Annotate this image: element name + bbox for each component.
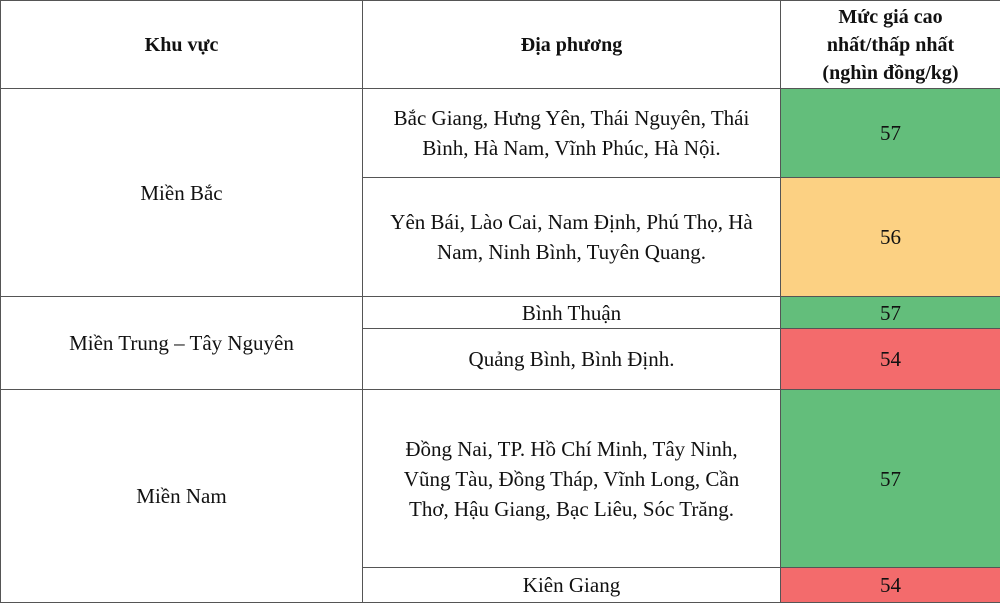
table-row	[1, 89, 1000, 178]
locations-cell	[363, 390, 781, 568]
price-cell: 57	[781, 89, 1000, 178]
price-cell: 54	[781, 329, 1000, 390]
locations-line: Đồng Nai, TP. Hồ Chí Minh, Tây Ninh,	[373, 434, 770, 464]
locations-cell: Kiên Giang	[363, 568, 781, 603]
locations-line: Yên Bái, Lào Cai, Nam Định, Phú Thọ, Hà	[373, 207, 770, 237]
locations-line: Thơ, Hậu Giang, Bạc Liêu, Sóc Trăng.	[373, 494, 770, 524]
header-locations: Địa phương	[363, 1, 781, 89]
table-row	[1, 297, 1000, 329]
header-price-line-2: nhất/thấp nhất	[791, 31, 990, 59]
locations-line: Bắc Giang, Hưng Yên, Thái Nguyên, Thái	[373, 103, 770, 133]
locations-cell: Quảng Bình, Bình Định.	[363, 329, 781, 390]
locations-cell	[363, 178, 781, 297]
locations-cell: Bình Thuận	[363, 297, 781, 329]
locations-line: Bình, Hà Nam, Vĩnh Phúc, Hà Nội.	[373, 133, 770, 163]
header-price-line-1: Mức giá cao	[791, 3, 990, 31]
region-cell-central: Miền Trung – Tây Nguyên	[1, 297, 363, 390]
table-header-row	[1, 1, 1000, 89]
header-price-line-3: (nghìn đồng/kg)	[791, 59, 990, 87]
locations-cell	[363, 89, 781, 178]
region-cell-north: Miền Bắc	[1, 89, 363, 297]
locations-line: Nam, Ninh Bình, Tuyên Quang.	[373, 237, 770, 267]
price-cell: 57	[781, 297, 1000, 329]
locations-line: Vũng Tàu, Đồng Tháp, Vĩnh Long, Cần	[373, 464, 770, 494]
table-row	[1, 390, 1000, 568]
header-region: Khu vực	[1, 1, 363, 89]
price-cell: 54	[781, 568, 1000, 603]
price-cell: 57	[781, 390, 1000, 568]
header-price	[781, 1, 1000, 89]
region-cell-south: Miền Nam	[1, 390, 363, 603]
price-cell: 56	[781, 178, 1000, 297]
